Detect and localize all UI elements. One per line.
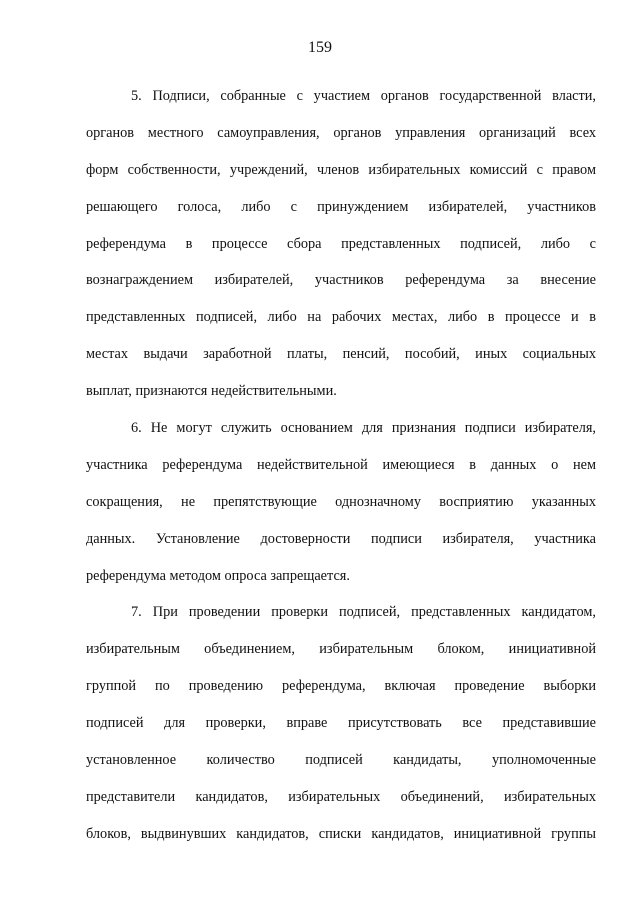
paragraph-5 (86, 78, 596, 410)
paragraph-line: участника референдума недействительной имеющиеся в данных о нем (86, 456, 596, 473)
paragraph-line: референдума в процессе сбора представленных подписей, либо с (86, 235, 596, 252)
paragraph-line: 6. Не могут служить основанием для признания подписи избирателя, (131, 420, 596, 437)
paragraph-line: органов местного самоуправления, органов управления организаций всех (86, 124, 596, 141)
paragraph-line: 7. При проведении проверки подписей, представленных кандидатом, (131, 604, 596, 621)
paragraph-line: 5. Подписи, собранные с участием органов государственной власти, (131, 88, 596, 104)
paragraph-line: вознаграждением избирателей, участников референдума за внесение (86, 272, 596, 289)
paragraph-line: представители кандидатов, избирательных объединений, избирательных (86, 788, 596, 805)
paragraph-line: блоков, выдвинувших кандидатов, списки кандидатов, инициативной группы (86, 825, 596, 842)
paragraph-line: группой по проведению референдума, включая проведение выборки (86, 678, 596, 695)
paragraph-line: сокращения, не препятствующие однозначному восприятию указанных (86, 493, 596, 510)
paragraph-7 (86, 594, 596, 852)
paragraph-line: выплат, признаются недействительными. (86, 383, 337, 400)
page-number: 159 (308, 39, 332, 56)
paragraph-line: референдума методом опроса запрещается. (86, 567, 350, 584)
paragraph-line: представленных подписей, либо на рабочих местах, либо в процессе и в (86, 309, 596, 326)
paragraph-line: подписей для проверки, вправе присутствовать все представившие (86, 715, 596, 732)
paragraph-line: установленное количество подписей кандидаты, уполномоченные (86, 752, 596, 769)
paragraph-6 (86, 410, 596, 594)
paragraph-line: решающего голоса, либо с принуждением избирателей, участников (86, 198, 596, 215)
paragraph-line: избирательным объединением, избирательным блоком, инициативной (86, 641, 596, 658)
paragraph-line: данных. Установление достоверности подписи избирателя, участника (86, 530, 596, 547)
paragraph-line: местах выдачи заработной платы, пенсий, пособий, иных социальных (86, 346, 596, 363)
paragraph-line: форм собственности, учреждений, членов избирательных комиссий с правом (86, 161, 596, 178)
document-body (86, 78, 596, 853)
